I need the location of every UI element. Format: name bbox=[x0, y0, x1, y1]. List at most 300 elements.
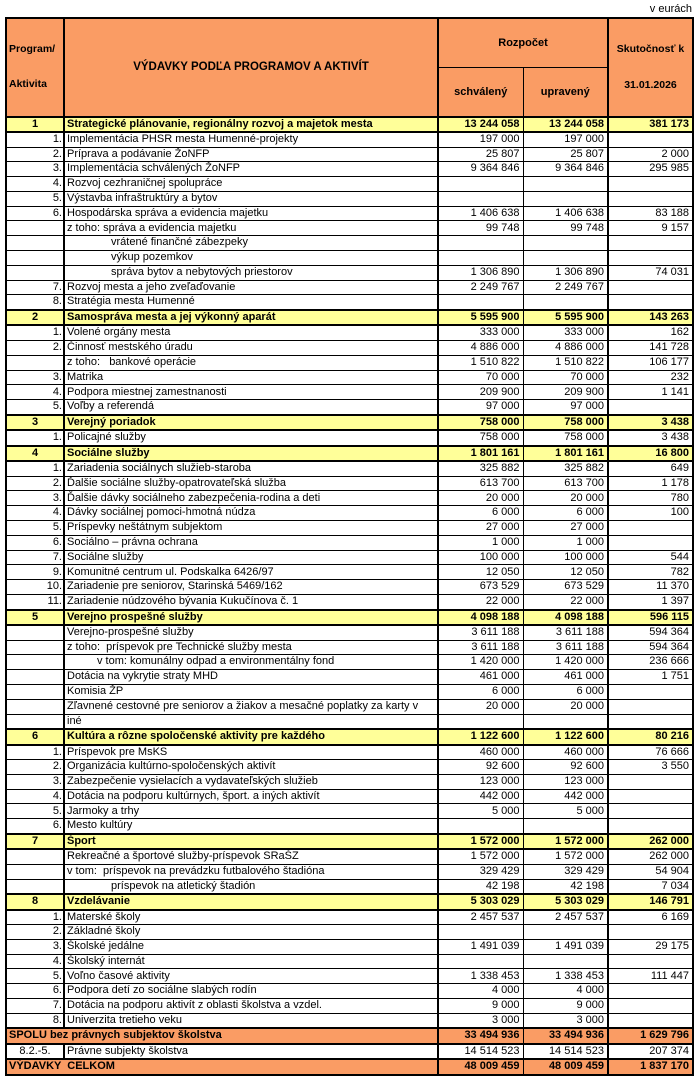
row-approved-value: 461 000 bbox=[438, 670, 523, 685]
row-number: 1. bbox=[6, 461, 64, 476]
row-actual-value bbox=[608, 535, 693, 550]
row-adjusted-value: 325 882 bbox=[523, 461, 608, 476]
row-number: 8.2.-5. bbox=[6, 1044, 64, 1060]
row-label: Zabezpečenie vysielacích a vydavateľských služieb bbox=[64, 774, 438, 789]
row-number bbox=[6, 699, 64, 714]
row-actual-value bbox=[608, 191, 693, 206]
row-label: Zariadenie pre seniorov, Starinská 5469/162 bbox=[64, 580, 438, 595]
table-row bbox=[6, 819, 693, 834]
row-actual-value bbox=[608, 177, 693, 192]
row-actual-value bbox=[608, 280, 693, 295]
row-adjusted-value: 123 000 bbox=[523, 774, 608, 789]
row-approved-value: 1 122 600 bbox=[438, 729, 523, 745]
table-row bbox=[6, 640, 693, 655]
table-row bbox=[6, 221, 693, 236]
row-actual-value bbox=[608, 400, 693, 415]
row-adjusted-value: 3 611 188 bbox=[523, 625, 608, 640]
row-adjusted-value: 33 494 936 bbox=[523, 1028, 608, 1044]
row-label: iné bbox=[64, 714, 438, 729]
row-approved-value: 6 000 bbox=[438, 506, 523, 521]
row-label: Dotácia na vykrytie straty MHD bbox=[64, 670, 438, 685]
row-number bbox=[6, 221, 64, 236]
row-label: Podpora detí zo sociálne slabých rodín bbox=[64, 984, 438, 999]
row-number: 6. bbox=[6, 984, 64, 999]
row-actual-value bbox=[608, 251, 693, 266]
table-row bbox=[6, 191, 693, 206]
row-adjusted-value: 4 098 188 bbox=[523, 610, 608, 626]
row-label: Samospráva mesta a jej výkonný aparát bbox=[64, 310, 438, 326]
row-number: 3. bbox=[6, 939, 64, 954]
row-approved-value: 2 457 537 bbox=[438, 910, 523, 925]
row-label: VÝDAVKY CELKOM bbox=[6, 1059, 438, 1075]
row-label: Implementácia schválených ŽoNFP bbox=[64, 162, 438, 177]
table-row bbox=[6, 415, 693, 431]
row-actual-value: 1 751 bbox=[608, 670, 693, 685]
row-adjusted-value: 5 000 bbox=[523, 804, 608, 819]
row-label: Komunitné centrum ul. Podskalka 6426/97 bbox=[64, 565, 438, 580]
table-row bbox=[6, 430, 693, 446]
row-actual-value: 3 550 bbox=[608, 760, 693, 775]
row-number: 4 bbox=[6, 446, 64, 462]
row-actual-value: 381 173 bbox=[608, 117, 693, 133]
row-label: Právne subjekty školstva bbox=[64, 1044, 438, 1060]
row-adjusted-value: 9 000 bbox=[523, 998, 608, 1013]
row-adjusted-value bbox=[523, 191, 608, 206]
row-actual-value bbox=[608, 804, 693, 819]
row-adjusted-value bbox=[523, 714, 608, 729]
row-adjusted-value: 42 198 bbox=[523, 879, 608, 894]
row-adjusted-value: 1 420 000 bbox=[523, 655, 608, 670]
header-title: VÝDAVKY PODĽA PROGRAMOV A AKTIVÍT bbox=[64, 18, 438, 117]
row-label: príspevok na atletický štadión bbox=[64, 879, 438, 894]
table-row bbox=[6, 595, 693, 610]
row-number: 7 bbox=[6, 834, 64, 850]
row-approved-value bbox=[438, 236, 523, 251]
row-actual-value: 544 bbox=[608, 550, 693, 565]
row-label: Sociálne služby bbox=[64, 550, 438, 565]
row-label: Šport bbox=[64, 834, 438, 850]
row-actual-value: 780 bbox=[608, 491, 693, 506]
row-actual-value: 106 177 bbox=[608, 355, 693, 370]
row-approved-value: 99 748 bbox=[438, 221, 523, 236]
row-adjusted-value: 442 000 bbox=[523, 789, 608, 804]
table-row bbox=[6, 864, 693, 879]
row-label: Rekreačné a športové služby-príspevok SRaŠZ bbox=[64, 849, 438, 864]
row-adjusted-value: 9 364 846 bbox=[523, 162, 608, 177]
row-number: 3 bbox=[6, 415, 64, 431]
row-adjusted-value: 1 122 600 bbox=[523, 729, 608, 745]
row-approved-value bbox=[438, 925, 523, 940]
row-number: 4. bbox=[6, 954, 64, 969]
table-row bbox=[6, 385, 693, 400]
row-actual-value: 2 000 bbox=[608, 147, 693, 162]
row-actual-value: 7 034 bbox=[608, 879, 693, 894]
row-approved-value: 100 000 bbox=[438, 550, 523, 565]
table-row bbox=[6, 1013, 693, 1028]
row-approved-value: 1 801 161 bbox=[438, 446, 523, 462]
row-number: 2 bbox=[6, 310, 64, 326]
row-approved-value: 22 000 bbox=[438, 595, 523, 610]
row-approved-value: 673 529 bbox=[438, 580, 523, 595]
table-row bbox=[6, 804, 693, 819]
header-actual-line2: 31.01.2026 bbox=[624, 79, 677, 92]
row-adjusted-value: 1 801 161 bbox=[523, 446, 608, 462]
table-row bbox=[6, 655, 693, 670]
row-approved-value: 460 000 bbox=[438, 745, 523, 760]
table-row bbox=[6, 325, 693, 340]
row-approved-value: 333 000 bbox=[438, 325, 523, 340]
row-label: z toho: príspevok pre Technické služby mesta bbox=[64, 640, 438, 655]
row-label: Školské jedálne bbox=[64, 939, 438, 954]
currency-note: v eurách bbox=[649, 3, 692, 15]
row-actual-value: 782 bbox=[608, 565, 693, 580]
row-actual-value: 162 bbox=[608, 325, 693, 340]
row-number: 8 bbox=[6, 894, 64, 910]
row-approved-value: 1 306 890 bbox=[438, 265, 523, 280]
row-label: Príprava a podávanie ŽoNFP bbox=[64, 147, 438, 162]
row-approved-value bbox=[438, 177, 523, 192]
row-label: Základné školy bbox=[64, 925, 438, 940]
row-adjusted-value: 100 000 bbox=[523, 550, 608, 565]
row-approved-value: 9 000 bbox=[438, 998, 523, 1013]
row-actual-value bbox=[608, 236, 693, 251]
header-program-line2: Aktivita bbox=[9, 78, 47, 90]
row-approved-value bbox=[438, 191, 523, 206]
table-row bbox=[6, 295, 693, 310]
row-number: 6. bbox=[6, 206, 64, 221]
header-approved: schválený bbox=[438, 67, 523, 116]
row-label: Ďalšie dávky sociálneho zabezpečenia-rodina a deti bbox=[64, 491, 438, 506]
row-approved-value bbox=[438, 954, 523, 969]
row-approved-value: 13 244 058 bbox=[438, 117, 523, 133]
row-approved-value: 1 000 bbox=[438, 535, 523, 550]
row-adjusted-value: 3 000 bbox=[523, 1013, 608, 1028]
row-approved-value: 613 700 bbox=[438, 476, 523, 491]
table-row bbox=[6, 998, 693, 1013]
table-row bbox=[6, 506, 693, 521]
row-actual-value bbox=[608, 925, 693, 940]
row-approved-value: 97 000 bbox=[438, 400, 523, 415]
table-row bbox=[6, 476, 693, 491]
row-label: Materské školy bbox=[64, 910, 438, 925]
row-number bbox=[6, 355, 64, 370]
table-row bbox=[6, 310, 693, 326]
row-number: 2. bbox=[6, 925, 64, 940]
row-adjusted-value: 5 595 900 bbox=[523, 310, 608, 326]
row-approved-value: 42 198 bbox=[438, 879, 523, 894]
table-row bbox=[6, 879, 693, 894]
row-actual-value: 6 169 bbox=[608, 910, 693, 925]
row-actual-value: 146 791 bbox=[608, 894, 693, 910]
row-actual-value: 16 800 bbox=[608, 446, 693, 462]
row-label: Univerzita tretieho veku bbox=[64, 1013, 438, 1028]
row-label: Ďalšie sociálne služby-opatrovateľská služba bbox=[64, 476, 438, 491]
row-adjusted-value: 1 306 890 bbox=[523, 265, 608, 280]
row-number: 4. bbox=[6, 385, 64, 400]
row-approved-value: 758 000 bbox=[438, 415, 523, 431]
row-adjusted-value: 1 491 039 bbox=[523, 939, 608, 954]
row-label: Školský internát bbox=[64, 954, 438, 969]
row-actual-value: 3 438 bbox=[608, 430, 693, 446]
row-number: 5. bbox=[6, 521, 64, 536]
table-row bbox=[6, 355, 693, 370]
row-actual-value: 83 188 bbox=[608, 206, 693, 221]
row-approved-value: 758 000 bbox=[438, 430, 523, 446]
header-budget: Rozpočet bbox=[438, 18, 608, 67]
row-number: 5. bbox=[6, 400, 64, 415]
row-approved-value: 2 249 767 bbox=[438, 280, 523, 295]
table-row bbox=[6, 446, 693, 462]
row-actual-value: 9 157 bbox=[608, 221, 693, 236]
row-label: správa bytov a nebytových priestorov bbox=[64, 265, 438, 280]
row-number: 1 bbox=[6, 117, 64, 133]
row-actual-value: 1 397 bbox=[608, 595, 693, 610]
row-actual-value: 262 000 bbox=[608, 834, 693, 850]
row-approved-value: 209 900 bbox=[438, 385, 523, 400]
table-row bbox=[6, 625, 693, 640]
table-row bbox=[6, 565, 693, 580]
row-adjusted-value: 14 514 523 bbox=[523, 1044, 608, 1060]
row-actual-value bbox=[608, 684, 693, 699]
table-row bbox=[6, 789, 693, 804]
row-label: Rozvoj cezhraničnej spolupráce bbox=[64, 177, 438, 192]
row-actual-value bbox=[608, 819, 693, 834]
row-approved-value: 1 491 039 bbox=[438, 939, 523, 954]
header-actual-line1: Skutočnosť k bbox=[616, 43, 685, 56]
table-row bbox=[6, 206, 693, 221]
row-actual-value: 649 bbox=[608, 461, 693, 476]
row-approved-value: 197 000 bbox=[438, 132, 523, 147]
row-actual-value: 1 178 bbox=[608, 476, 693, 491]
row-approved-value: 3 000 bbox=[438, 1013, 523, 1028]
row-approved-value: 5 303 029 bbox=[438, 894, 523, 910]
row-label: Sociálno – právna ochrana bbox=[64, 535, 438, 550]
row-approved-value: 5 595 900 bbox=[438, 310, 523, 326]
row-approved-value: 6 000 bbox=[438, 684, 523, 699]
row-number: 4. bbox=[6, 789, 64, 804]
table-row bbox=[6, 954, 693, 969]
table-row bbox=[6, 461, 693, 476]
row-number bbox=[6, 265, 64, 280]
row-actual-value: 594 364 bbox=[608, 625, 693, 640]
row-adjusted-value: 22 000 bbox=[523, 595, 608, 610]
row-adjusted-value bbox=[523, 954, 608, 969]
row-actual-value bbox=[608, 774, 693, 789]
table-row bbox=[6, 580, 693, 595]
table-row bbox=[6, 1059, 693, 1075]
row-number: 3. bbox=[6, 491, 64, 506]
row-actual-value: 262 000 bbox=[608, 849, 693, 864]
row-adjusted-value: 4 000 bbox=[523, 984, 608, 999]
row-number: 3. bbox=[6, 774, 64, 789]
row-adjusted-value: 333 000 bbox=[523, 325, 608, 340]
row-label: Strategické plánovanie, regionálny rozvoj a majetok mesta bbox=[64, 117, 438, 133]
table-row bbox=[6, 925, 693, 940]
row-approved-value: 3 611 188 bbox=[438, 625, 523, 640]
row-number: 2. bbox=[6, 476, 64, 491]
row-approved-value bbox=[438, 819, 523, 834]
row-number: 11. bbox=[6, 595, 64, 610]
row-actual-value bbox=[608, 714, 693, 729]
row-number bbox=[6, 640, 64, 655]
row-approved-value: 20 000 bbox=[438, 699, 523, 714]
row-adjusted-value: 6 000 bbox=[523, 506, 608, 521]
row-actual-value bbox=[608, 984, 693, 999]
row-actual-value: 1 629 796 bbox=[608, 1028, 693, 1044]
table-row bbox=[6, 162, 693, 177]
row-actual-value: 80 216 bbox=[608, 729, 693, 745]
table-row bbox=[6, 774, 693, 789]
header-adjusted: upravený bbox=[523, 67, 608, 116]
row-actual-value: 100 bbox=[608, 506, 693, 521]
row-actual-value bbox=[608, 954, 693, 969]
row-adjusted-value: 6 000 bbox=[523, 684, 608, 699]
row-label: Zariadenie núdzového bývania Kukučínova č. 1 bbox=[64, 595, 438, 610]
row-actual-value: 111 447 bbox=[608, 969, 693, 984]
row-actual-value bbox=[608, 1013, 693, 1028]
row-label: Policajné služby bbox=[64, 430, 438, 446]
table-row bbox=[6, 894, 693, 910]
row-number: 8. bbox=[6, 295, 64, 310]
row-label: Organizácia kultúrno-spoločenských aktivít bbox=[64, 760, 438, 775]
row-approved-value: 1 338 453 bbox=[438, 969, 523, 984]
row-adjusted-value: 1 572 000 bbox=[523, 849, 608, 864]
table-row bbox=[6, 340, 693, 355]
row-number bbox=[6, 864, 64, 879]
row-label: Komisia ŽP bbox=[64, 684, 438, 699]
row-number: 5 bbox=[6, 610, 64, 626]
table-row bbox=[6, 714, 693, 729]
table-row bbox=[6, 265, 693, 280]
row-actual-value: 76 666 bbox=[608, 745, 693, 760]
row-actual-value: 232 bbox=[608, 370, 693, 385]
table-row bbox=[6, 550, 693, 565]
row-approved-value: 9 364 846 bbox=[438, 162, 523, 177]
table-row bbox=[6, 491, 693, 506]
row-label: SPOLU bez právnych subjektov školstva bbox=[6, 1028, 438, 1044]
row-adjusted-value: 97 000 bbox=[523, 400, 608, 415]
row-adjusted-value bbox=[523, 819, 608, 834]
row-label: Zariadenia sociálnych služieb-staroba bbox=[64, 461, 438, 476]
row-adjusted-value: 48 009 459 bbox=[523, 1059, 608, 1075]
row-adjusted-value: 461 000 bbox=[523, 670, 608, 685]
row-number bbox=[6, 625, 64, 640]
row-approved-value: 20 000 bbox=[438, 491, 523, 506]
row-approved-value: 4 886 000 bbox=[438, 340, 523, 355]
row-label: Mesto kultúry bbox=[64, 819, 438, 834]
row-number: 8. bbox=[6, 1013, 64, 1028]
row-number: 10. bbox=[6, 580, 64, 595]
row-number: 4. bbox=[6, 506, 64, 521]
row-approved-value: 27 000 bbox=[438, 521, 523, 536]
row-adjusted-value: 2 457 537 bbox=[523, 910, 608, 925]
table-row bbox=[6, 699, 693, 714]
row-label: Implementácia PHSR mesta Humenné-projekty bbox=[64, 132, 438, 147]
row-adjusted-value bbox=[523, 925, 608, 940]
row-adjusted-value: 2 249 767 bbox=[523, 280, 608, 295]
row-approved-value: 123 000 bbox=[438, 774, 523, 789]
row-label: Matrika bbox=[64, 370, 438, 385]
row-adjusted-value bbox=[523, 177, 608, 192]
row-adjusted-value: 197 000 bbox=[523, 132, 608, 147]
row-approved-value: 1 572 000 bbox=[438, 849, 523, 864]
row-adjusted-value: 4 886 000 bbox=[523, 340, 608, 355]
row-actual-value: 594 364 bbox=[608, 640, 693, 655]
row-number: 2. bbox=[6, 760, 64, 775]
table-row bbox=[6, 1044, 693, 1060]
row-number: 1. bbox=[6, 430, 64, 446]
row-actual-value: 29 175 bbox=[608, 939, 693, 954]
row-adjusted-value: 209 900 bbox=[523, 385, 608, 400]
row-approved-value: 12 050 bbox=[438, 565, 523, 580]
row-number: 3. bbox=[6, 370, 64, 385]
row-label: Jarmoky a trhy bbox=[64, 804, 438, 819]
table-row bbox=[6, 1028, 693, 1044]
row-approved-value bbox=[438, 295, 523, 310]
row-number: 6. bbox=[6, 819, 64, 834]
row-label: Vzdelávanie bbox=[64, 894, 438, 910]
row-label: Verejno-prospešné služby bbox=[64, 625, 438, 640]
row-number: 7. bbox=[6, 998, 64, 1013]
row-label: Rozvoj mesta a jeho zveľaďovanie bbox=[64, 280, 438, 295]
row-approved-value: 4 098 188 bbox=[438, 610, 523, 626]
row-actual-value: 143 263 bbox=[608, 310, 693, 326]
row-number bbox=[6, 849, 64, 864]
row-approved-value: 48 009 459 bbox=[438, 1059, 523, 1075]
row-label: Verejný poriadok bbox=[64, 415, 438, 431]
row-number: 1. bbox=[6, 325, 64, 340]
row-approved-value: 1 572 000 bbox=[438, 834, 523, 850]
row-label: z toho: správa a evidencia majetku bbox=[64, 221, 438, 236]
row-approved-value: 70 000 bbox=[438, 370, 523, 385]
row-actual-value: 54 904 bbox=[608, 864, 693, 879]
row-adjusted-value: 99 748 bbox=[523, 221, 608, 236]
table-row bbox=[6, 910, 693, 925]
row-approved-value: 3 611 188 bbox=[438, 640, 523, 655]
row-label: v tom: príspevok na prevádzku futbalového štadióna bbox=[64, 864, 438, 879]
row-label: Príspevky neštátnym subjektom bbox=[64, 521, 438, 536]
table-row bbox=[6, 760, 693, 775]
row-actual-value bbox=[608, 789, 693, 804]
row-adjusted-value: 1 406 638 bbox=[523, 206, 608, 221]
row-label: Hospodárska správa a evidencia majetku bbox=[64, 206, 438, 221]
row-actual-value bbox=[608, 998, 693, 1013]
table-row bbox=[6, 370, 693, 385]
row-adjusted-value: 20 000 bbox=[523, 491, 608, 506]
row-approved-value: 5 000 bbox=[438, 804, 523, 819]
row-adjusted-value: 460 000 bbox=[523, 745, 608, 760]
row-number: 4. bbox=[6, 177, 64, 192]
table-row bbox=[6, 147, 693, 162]
row-approved-value: 14 514 523 bbox=[438, 1044, 523, 1060]
row-number: 5. bbox=[6, 804, 64, 819]
budget-table bbox=[5, 17, 694, 1076]
row-actual-value: 207 374 bbox=[608, 1044, 693, 1060]
row-number bbox=[6, 655, 64, 670]
row-adjusted-value: 25 807 bbox=[523, 147, 608, 162]
row-adjusted-value: 92 600 bbox=[523, 760, 608, 775]
row-approved-value bbox=[438, 251, 523, 266]
row-number: 1. bbox=[6, 132, 64, 147]
row-approved-value: 4 000 bbox=[438, 984, 523, 999]
row-actual-value: 1 837 170 bbox=[608, 1059, 693, 1075]
row-adjusted-value bbox=[523, 295, 608, 310]
row-adjusted-value: 1 510 822 bbox=[523, 355, 608, 370]
row-adjusted-value bbox=[523, 251, 608, 266]
row-adjusted-value: 1 338 453 bbox=[523, 969, 608, 984]
row-adjusted-value: 613 700 bbox=[523, 476, 608, 491]
row-approved-value: 329 429 bbox=[438, 864, 523, 879]
